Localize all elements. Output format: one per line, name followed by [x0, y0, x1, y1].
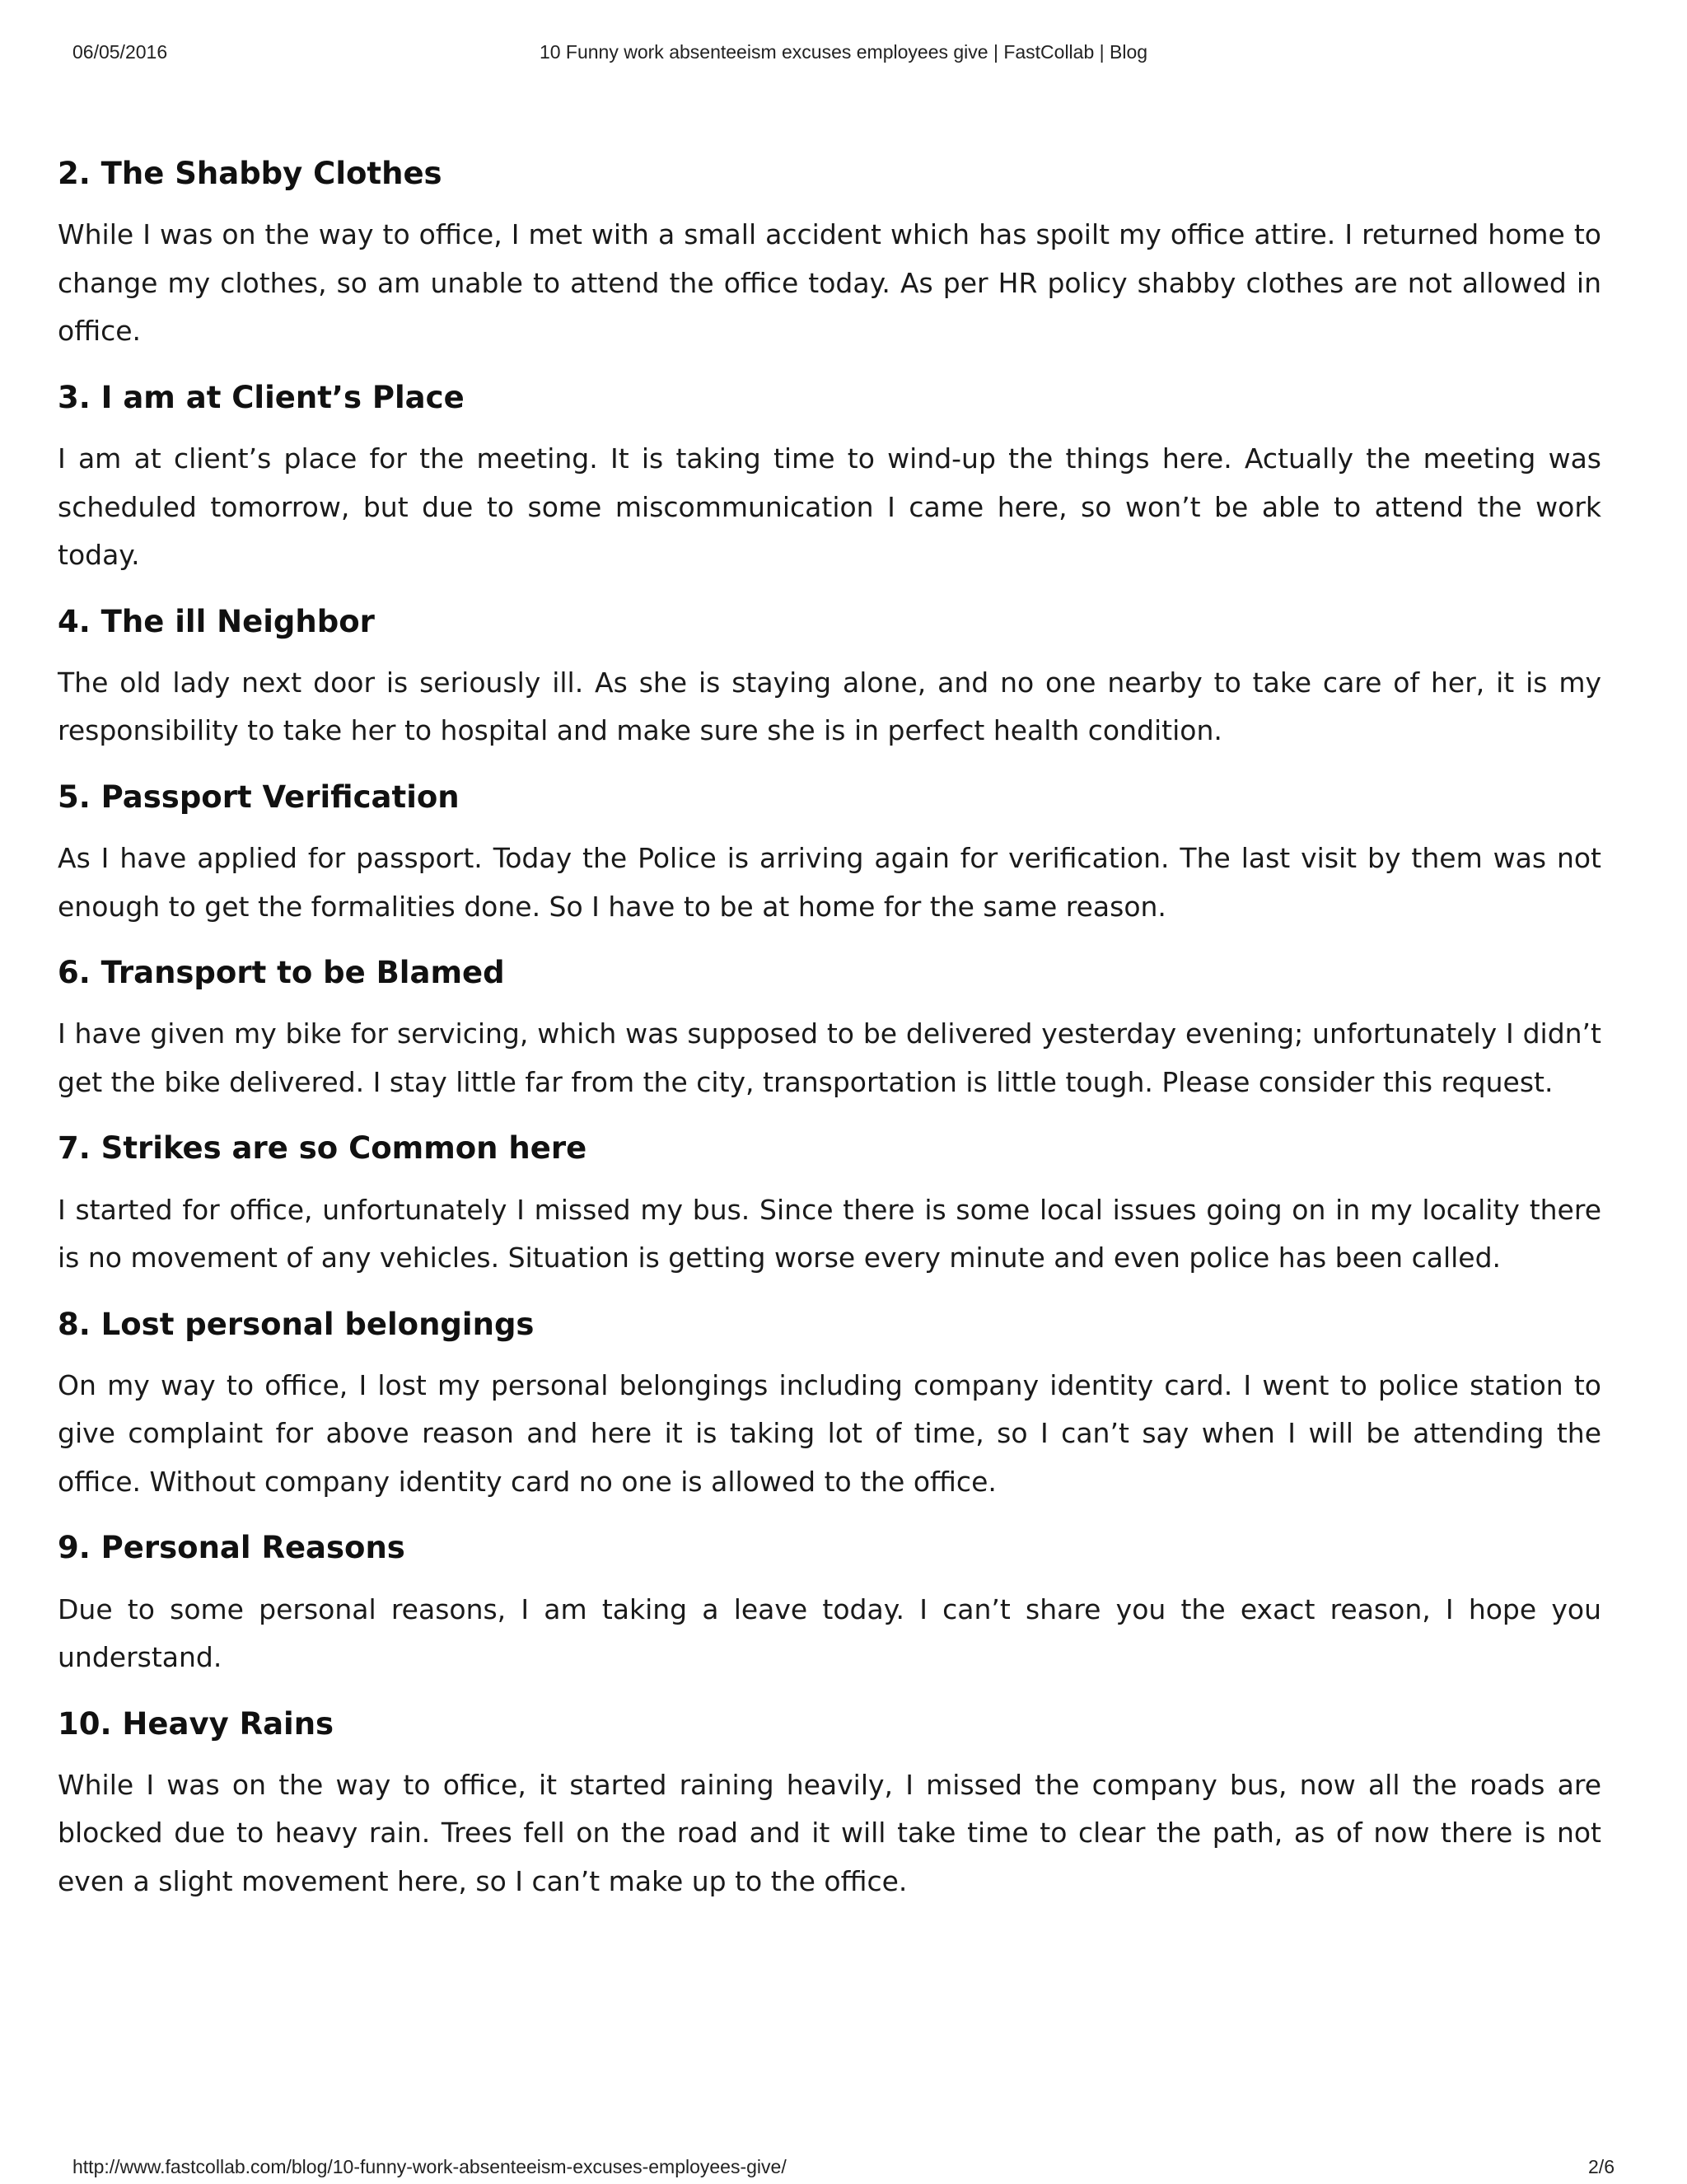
section-paragraph: I am at client’s place for the meeting. It is taking time to wind-up the things here. Actually the meeting was scheduled tomorrow, but due to some miscommunication I came here, so won’t be able to attend the work today.	[58, 442, 1601, 571]
excuse-section	[58, 155, 1601, 356]
excuse-section	[58, 1705, 1601, 1906]
print-date: 06/05/2016	[72, 41, 168, 63]
excuse-section	[58, 379, 1601, 580]
section-paragraph: Due to some personal reasons, I am taking a leave today. I can’t share you the exact reason, I hope you understand.	[58, 1592, 1601, 1673]
article-content	[58, 155, 1601, 1929]
section-heading: 5. Passport Verification	[58, 779, 460, 815]
print-footer	[72, 2156, 1615, 2181]
section-paragraph: While I was on the way to office, it started raining heavily, I missed the company bus, now all the roads are blocked due to heavy rain. Trees fell on the road and it will take time to clear the path, as of now there is not even a slight movement here, so I can’t make up to the office.	[58, 1768, 1601, 1897]
section-heading: 4. The ill Neighbor	[58, 603, 375, 639]
excuse-section	[58, 1129, 1601, 1282]
section-paragraph: On my way to office, I lost my personal belongings including company identity card. I went to police station to give complaint for above reason and here it is taking lot of time, so I can’t say when I will be attending the office. Without company identity card no one is allowed to the office.	[58, 1368, 1601, 1498]
section-heading: 6. Transport to be Blamed	[58, 955, 505, 990]
section-heading: 7. Strikes are so Common here	[58, 1130, 587, 1167]
section-heading: 8. Lost personal belongings	[58, 1306, 535, 1342]
section-paragraph: As I have applied for passport. Today the Police is arriving again for verification. The last visit by them was not enough to get the formalities done. So I have to be at home for the same reason.	[58, 842, 1601, 923]
excuse-section	[58, 779, 1601, 931]
excuse-section	[58, 954, 1601, 1106]
section-paragraph: I started for office, unfortunately I missed my bus. Since there is some local issues going on in my locality there is no movement of any vehicles. Situation is getting worse every minute and even police has been called.	[58, 1193, 1601, 1274]
excuse-section	[58, 1529, 1601, 1681]
print-header	[72, 41, 1615, 68]
section-heading: 10. Heavy Rains	[58, 1705, 334, 1742]
excuse-section	[58, 603, 1601, 755]
print-page-title: 10 Funny work absenteeism excuses employees give | FastCollab | Blog	[539, 41, 1148, 63]
page-number: 2/6	[1588, 2156, 1615, 2177]
section-heading: 3. I am at Client’s Place	[58, 379, 465, 415]
section-heading: 9. Personal Reasons	[58, 1530, 405, 1566]
section-heading: 2. The Shabby Clothes	[58, 156, 442, 191]
page-url: http://www.fastcollab.com/blog/10-funny-work-absenteeism-excuses-employees-give/	[72, 2156, 787, 2177]
section-paragraph: I have given my bike for servicing, which was supposed to be delivered yesterday evening; unfortunately I didn’t get the bike delivered. I stay little far from the city, transportation is little tough. Please consider this request.	[58, 1017, 1601, 1098]
section-paragraph: The old lady next door is seriously ill. As she is staying alone, and no one nearby to take care of her, it is my responsibility to take her to hospital and make sure she is in perfect health condition.	[58, 666, 1601, 747]
excuse-section	[58, 1306, 1601, 1507]
section-paragraph: While I was on the way to office, I met with a small accident which has spoilt my office attire. I returned home to change my clothes, so am unable to attend the office today. As per HR policy shabby clothes are not allowed in office.	[58, 218, 1601, 348]
